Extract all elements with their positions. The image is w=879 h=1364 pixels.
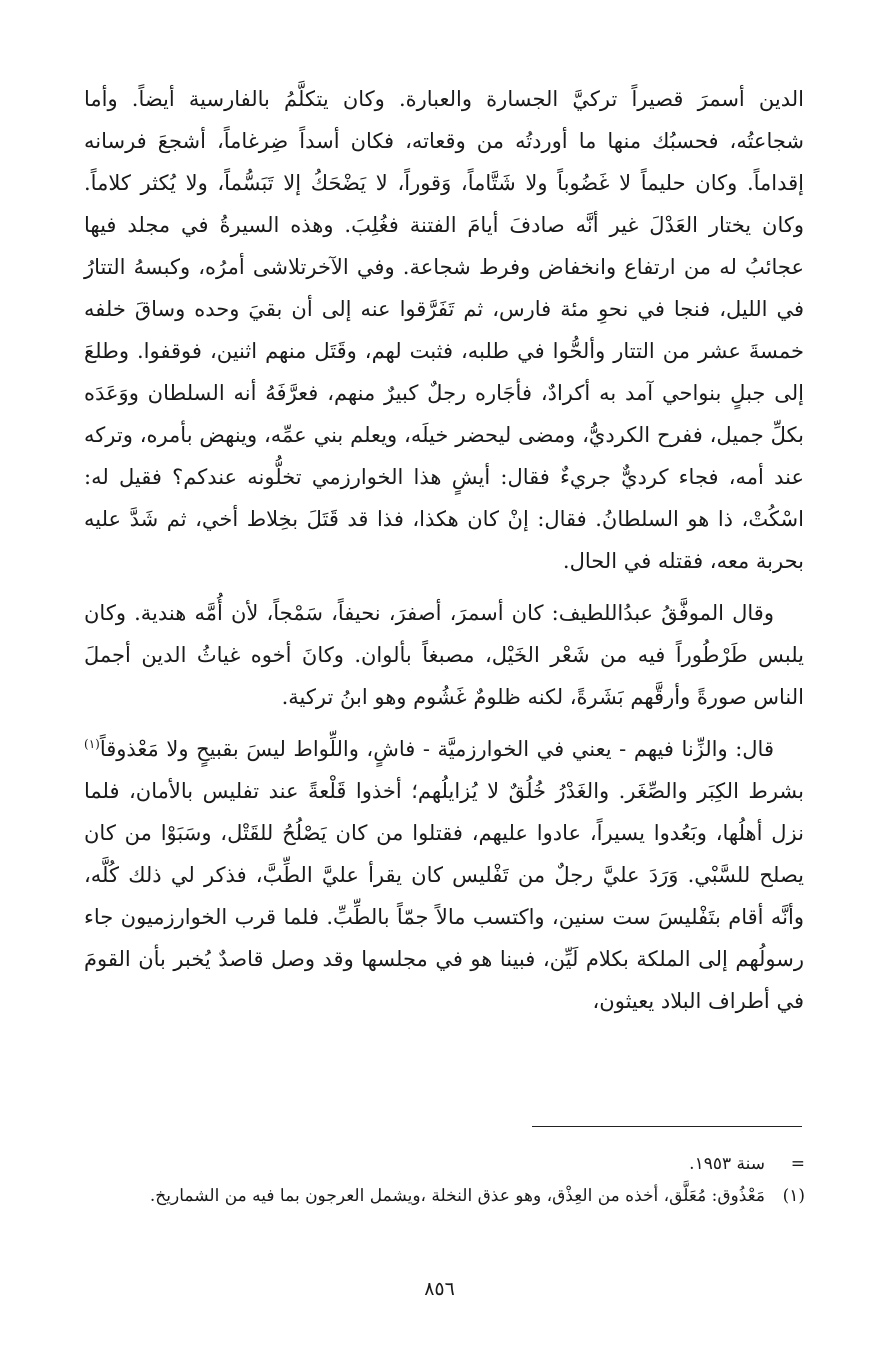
paragraph-3-rest: بشرط الكِبَر والصِّغَر. والغَدْرُ خُلُقٌ لا يُزايلُهم؛ أخذوا قَلْعةً عند تفليس بالأمان، فلما نزل أهلُها، وبَعُدوا يسيراً، عادوا عليهم، فقتلوا من كان يَصْلُحُ للقَتْل، وسَبَوْا من كان يصلح للسَّبْي. وَرَدَ عليَّ رجلٌ من تَفْليس كان يقرأ عليَّ الطِّبَّ، فذكر لي ذلك كُلَّه، وأنَّه أقام بتَفْليسَ ست سنين، واكتسب مالاً جمّاً بالطِّبِّ. فلما قرب الخوارزميون جاء رسولُهم إلى الملكة بكلام لَيِّن، فبينا هو في مجلسها وقد وصل قاصدٌ يُخبر بأن القومَ في أطراف البلاد يعيثون، <box>84 779 804 1013</box>
footnote-continuation <box>60 1148 805 1180</box>
continuation-mark: = <box>790 1154 805 1174</box>
footnote-1-mark: (١) <box>782 1186 805 1206</box>
paragraph-2: وقال الموفَّقُ عبدُاللطيف: كان أسمرَ، أصفرَ، نحيفاً، سَمْجاً، لأن أُمَّه هندية. وكان يلبس طَرْطُوراً فيه من شَعْر الخَيْل، مصبغاً بألوان. وكانَ أخوه غياثُ الدين أجملَ الناس صورةً وأرقَّهم بَشَرةً، لكنه ظلومٌ غَشُوم وهو ابنُ تركية. <box>84 601 804 709</box>
paragraph-3-start: قال: والزِّنا فيهم - يعني في الخوارزميَّة - فاشٍ، واللِّواط ليسَ بقبيحٍ ولا مَعْذوقاً <box>99 737 774 761</box>
footnote-separator <box>532 1126 802 1127</box>
main-text <box>84 78 804 1022</box>
footnote-reference-1[interactable]: (١) <box>84 737 100 751</box>
footnote-1 <box>60 1180 805 1212</box>
footnote-1-text: مَعْذُوق: مُعَلَّق، أخذه من العِذْق، وهو عذق النخلة ،ويشمل العرجون بما فيه من الشماريخ. <box>149 1186 765 1206</box>
paragraph-1: الدين أسمرَ قصيراً تركيَّ الجسارة والعبارة. وكان يتكلَّمُ بالفارسية أيضاً. وأما شجاعتُه، فحسبُك منها ما أوردتُه من وقعاته، فكان أسداً ضِرغاماً، أشجعَ فرسانه إقداماً. وكان حليماً لا غَضُوباً ولا شَتَّاماً، وَقوراً، لا يَضْحَكُ إلا تَبَسُّماً، ولا يُكثر كلاماً. وكان يختار العَدْلَ غير أنَّه صادفَ أيامَ الفتنة فغُلِبَ. وهذه السيرةُ في مجلد فيها عجائبُ له من ارتفاع وانخفاض وفرط شجاعة. وفي الآخرتلاشى أمرُه، وكبسهُ التتارُ في الليل، فنجا في نحوِ مئة فارس، ثم تَفَرَّقوا عنه إلى أن بقيَ وحده وساقَ خلفه خمسةَ عشر من التتار وألحُّوا في طلبه، فثبت لهم، وقَتَل منهم اثنين، فوقفوا. وطلعَ إلى جبلٍ بنواحي آمد به أكرادٌ، فأجَاره رجلٌ كبيرٌ منهم، فعرَّفَهُ أنه السلطان ووَعَدَه بكلِّ جميل، ففرح الكرديُّ، ومضى ليحضر خيلَه، ويعلم بني عمِّه، وينهض بأمره، وتركه عند أمه، فجاء كرديٌّ جريءٌ فقال: أيشٍ هذا الخوارزمي تخلُّونه عندكم؟ فقيل له: اسْكُتْ، ذا هو السلطانُ. فقال: إنْ كان هكذا، فذا قد قَتَلَ بخِلاط أخي، ثم شَدَّ عليه بحربة معه، فقتله في الحال. <box>84 87 804 573</box>
paragraph-3 <box>84 728 804 1022</box>
footnotes <box>60 1148 805 1212</box>
continuation-text: سنة ١٩٥٣. <box>689 1154 765 1174</box>
page-number: ٨٥٦ <box>424 1278 455 1300</box>
